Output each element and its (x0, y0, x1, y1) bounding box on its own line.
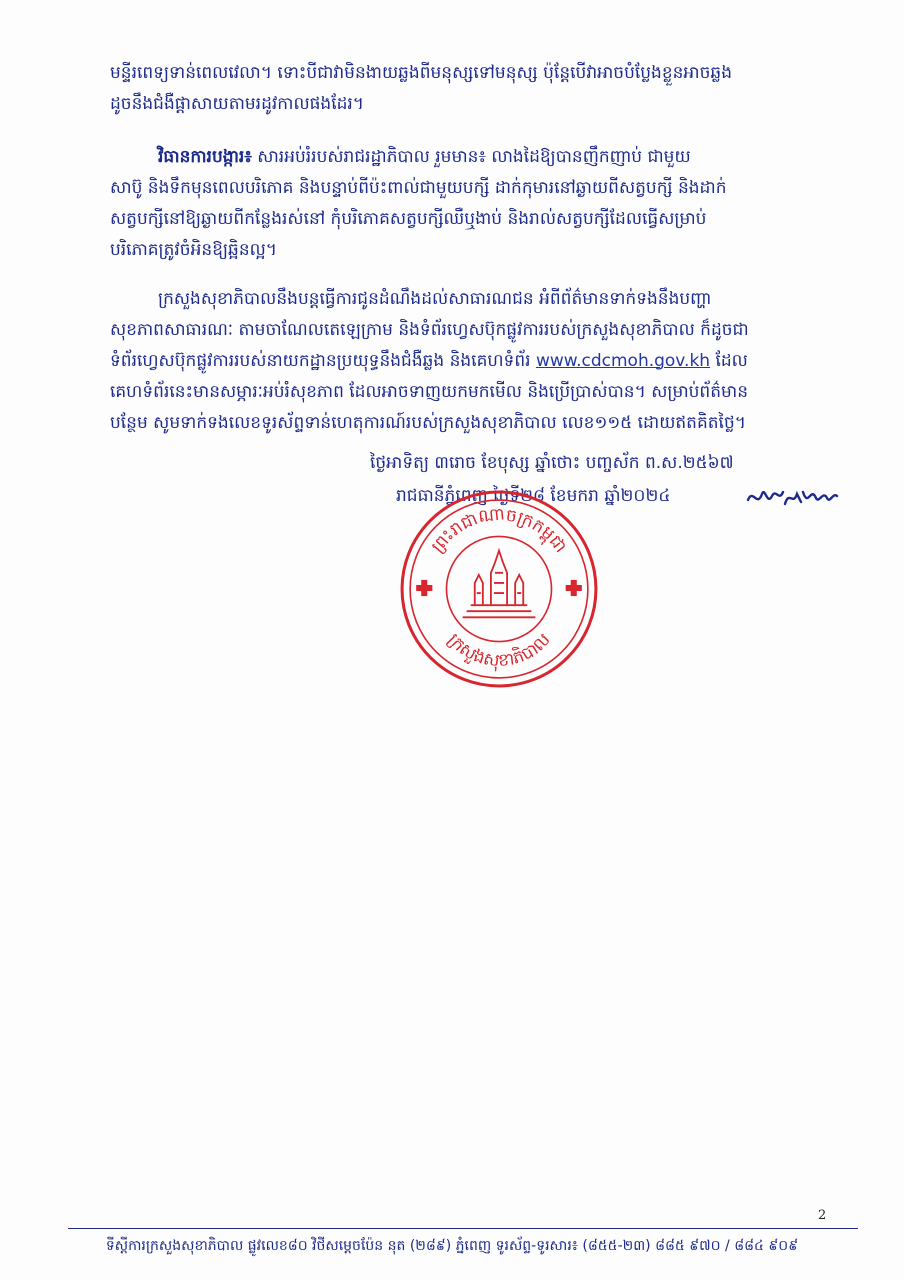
page-number: 2 (818, 1208, 827, 1223)
cross-icon-left (416, 580, 432, 596)
paragraph-intro-continuation (110, 58, 840, 120)
text-line: សាប៊ូ និងទឹកមុនពេលបរិភោគ និងបន្ទាប់ពីប៉ះពាល់ជាមួយបក្សី ដាក់កុមារនៅឆ្ងាយពីសត្វបក្សី និងដាក់ (110, 178, 727, 198)
text-line (110, 346, 840, 377)
footer-address: ទីស្ដីការក្រសួងសុខាភិបាល ផ្លូវលេខ៨០ វិថីសម្ដេចប៉ែន នុត (២៨៩) ភ្នំពេញ ទូរស័ព្ទ-ទូរសារ៖ (៨៥៥-២៣) ៨៨៥ ៩៧០ / ៨៨៤ ៩០៩ (105, 1238, 799, 1254)
lunar-date: ថ្ងៃអាទិត្យ ៣រោច ខែបុស្ស ឆ្នាំថោះ បញ្ចស័ក ព.ស.២៥៦៧ (370, 453, 734, 473)
place-and-solar-date: រាជធានីភ្នំពេញ ថ្ងៃទី២៨ ខែមករា ឆ្នាំ២០២៤ (396, 486, 671, 506)
ministry-seal (398, 488, 600, 690)
text-line (110, 284, 840, 315)
paragraph-prevention (110, 142, 840, 266)
text-line: បន្ថែម សូមទាក់ទងលេខទូរស័ព្ទទាន់ហេតុការណ៍របស់ក្រសួងសុខាភិបាល លេខ១១៥ ដោយឥតគិតថ្លៃ។ (110, 413, 746, 433)
text-segment: ក្រសួងសុខាភិបាលនឹងបន្តធ្វើការជូនដំណឹងដល់សាធារណជន អំពីព័ត៌មានទាក់ទងនឹងបញ្ហា (158, 289, 712, 309)
text-line: សុខភាពសាធារណៈ តាមចាណែលតេឡេក្រាម និងទំព័រហ្វេសប៊ុកផ្លូវការរបស់ក្រសួងសុខាភិបាល ក៏ដូចជា (110, 320, 749, 340)
text-line: ដូចនឹងជំងឺផ្ដាសាយតាមរដូវកាលផងដែរ។ (110, 94, 365, 114)
text-segment: សារអប់រំរបស់រាជរដ្ឋាភិបាល រួមមាន៖ លាងដៃឱ្យបានញឹកញាប់ ជាមួយ (251, 147, 691, 167)
text-line: សត្វបក្សីនៅឱ្យឆ្ងាយពីកន្លែងរស់នៅ កុំបរិភោគសត្វបក្សីឈឺឬងាប់ និងរាល់សត្វបក្សីដែលធ្វើសម្រាប់ (110, 209, 707, 229)
text-line (110, 142, 840, 173)
text-segment: ដែល (710, 351, 748, 371)
prevention-heading: វិធានការបង្ការ៖ (158, 147, 252, 167)
signature-image (745, 480, 840, 514)
seal-top-text: ព្រះរាជាណាចក្រកម្ពុជា (427, 504, 571, 557)
seal-bottom-text: ក្រសួងសុខាភិបាល (443, 629, 555, 672)
website-link[interactable]: www.cdcmoh.gov.kh (535, 351, 711, 371)
angkor-temple-icon (463, 551, 536, 618)
text-line: មន្ទីរពេទ្យទាន់ពេលវេលា។ ទោះបីជាវាមិនងាយឆ្លងពីមនុស្សទៅមនុស្ស ប៉ុន្តែបើវាអាចបំប្លែងខ្លួនអាចឆ្លង (110, 63, 732, 83)
cross-icon-right (566, 580, 582, 596)
text-segment: ទំព័រហ្វេសប៊ុកផ្លូវការរបស់នាយកដ្ឋានប្រយុទ្ធនឹងជំងឺឆ្លង និងគេហទំព័រ (110, 351, 536, 371)
footer-divider (68, 1228, 858, 1229)
text-line: បរិភោគត្រូវចំអិនឱ្យឆ្អិនល្អ។ (110, 240, 278, 260)
text-line: គេហទំព័រនេះមានសម្ភារៈអប់រំសុខភាព ដែលអាចទាញយកមកមើល និងប្រើប្រាស់បាន។ សម្រាប់ព័ត៌មាន (110, 382, 748, 402)
paragraph-information (110, 284, 840, 439)
